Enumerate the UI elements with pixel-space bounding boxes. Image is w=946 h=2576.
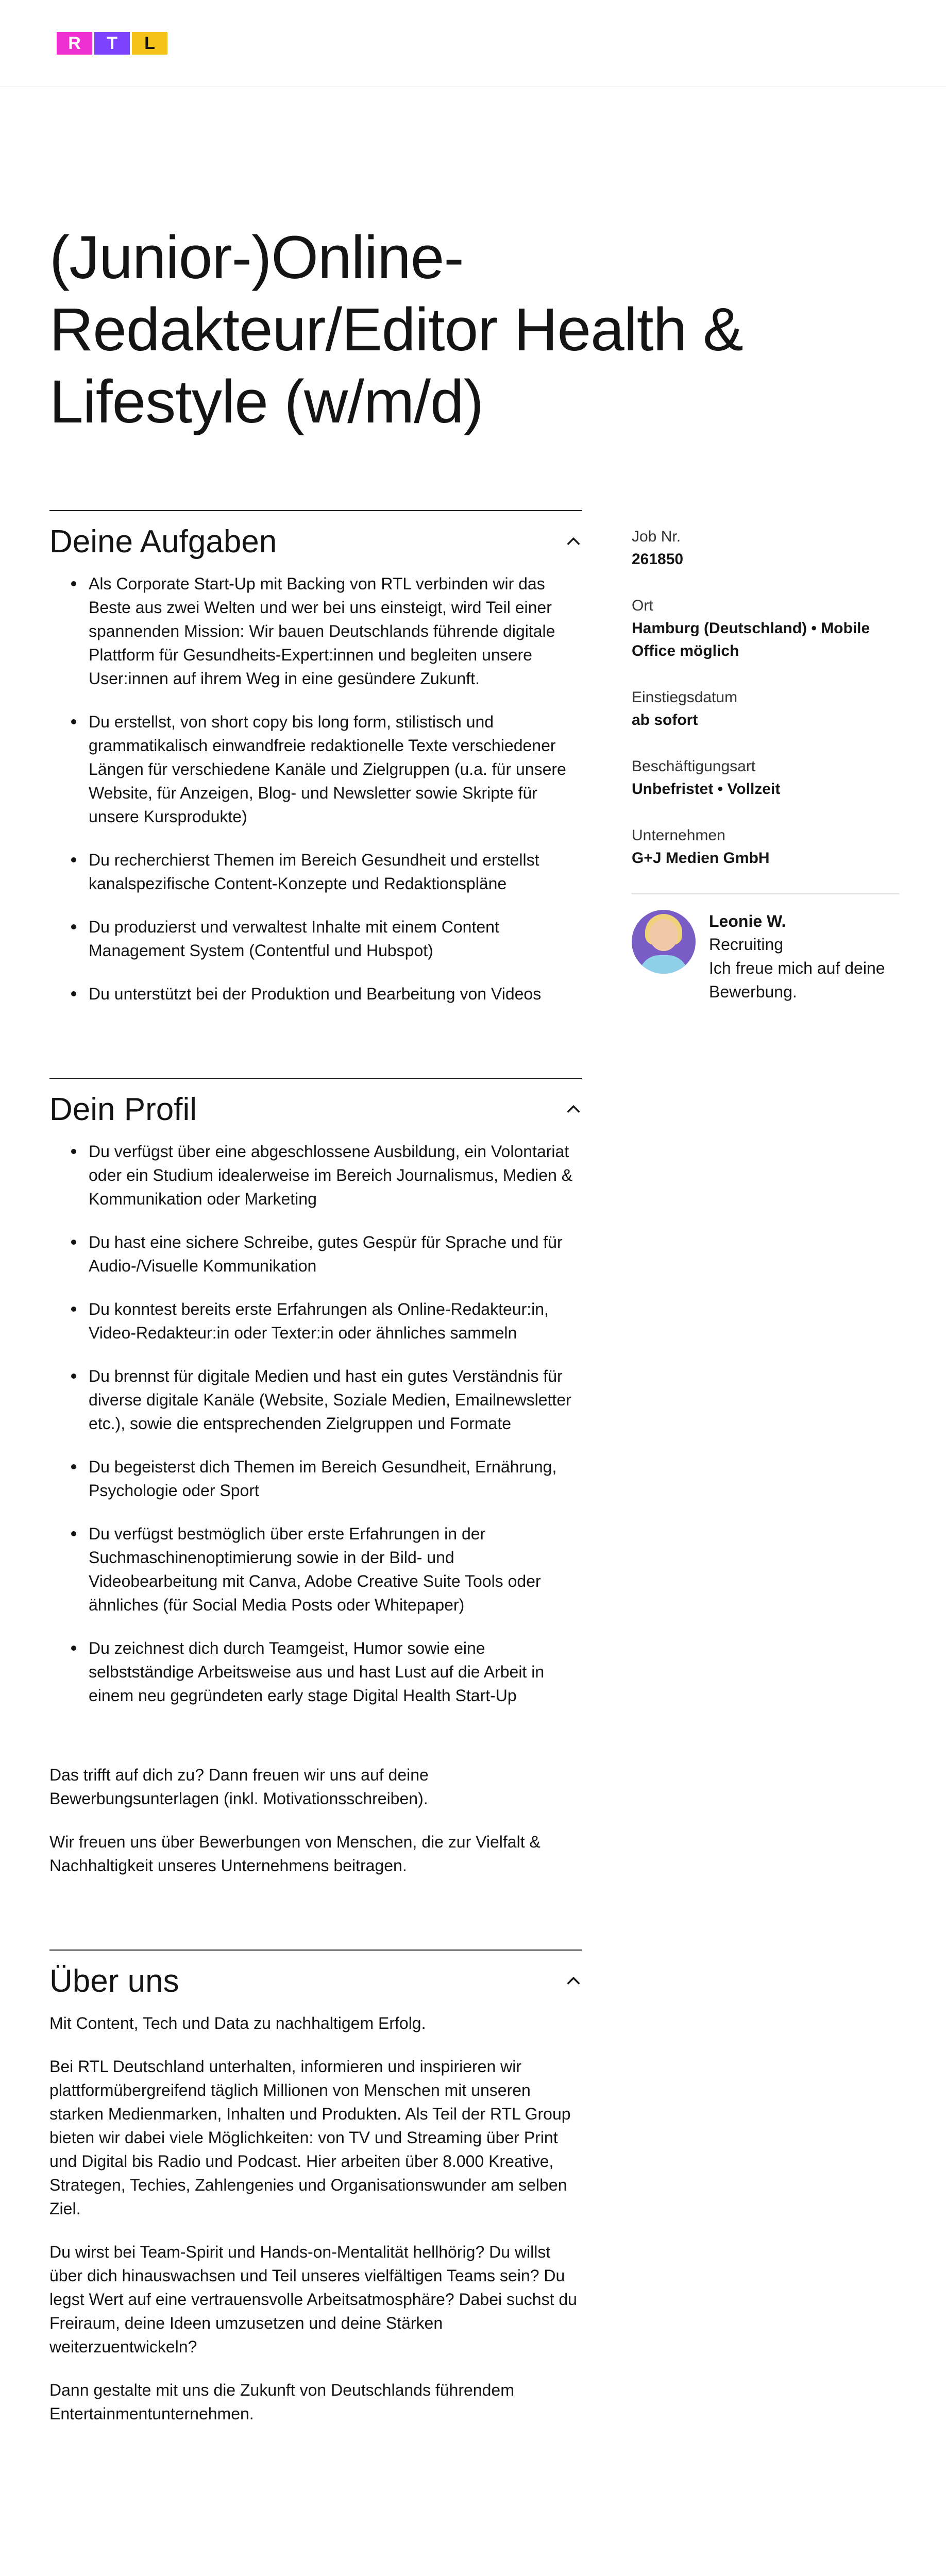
rtl-logo[interactable] [57,32,170,55]
meta-company [632,824,900,870]
recruiter-name: Leonie W. [709,912,786,930]
main-content [49,510,582,2498]
recruiter-contact [632,893,900,1004]
logo-letter-l: L [132,32,167,55]
meta-value: Unbefristet • Vollzeit [632,781,781,798]
list-item: Du hast eine sichere Schreibe, gutes Gespür für Sprache und für Audio-/Visuelle Kommunikation [89,1230,582,1278]
list-item: Du erstellst, von short copy bis long form, stilistisch und grammatikalisch einwandfreie redaktionelle Texte verschiedener Längen für verschiedene Kanäle und Zielgruppen (u.a. für unsere Website, für Anzeigen, Blog- und Newsletter sowie Skripte für unsere Kursprodukte) [89,710,582,828]
section-heading: Über uns [49,1963,179,1999]
profile-list [49,1140,582,1707]
section-profile-toggle[interactable] [49,1079,582,1140]
meta-value: Hamburg (Deutschland) • Mobile Office möglich [632,620,870,659]
meta-employment-type [632,755,900,801]
meta-start-date [632,686,900,732]
meta-value: 261850 [632,551,684,568]
list-item: Du begeisterst dich Themen im Bereich Gesundheit, Ernährung, Psychologie oder Sport [89,1455,582,1502]
section-tasks [49,510,582,1006]
chevron-up-icon [565,1972,582,1990]
diversity-paragraph: Wir freuen uns über Bewerbungen von Menschen, die zur Vielfalt & Nachhaltigkeit unseres Unternehmens beitragen. [49,1833,540,1875]
list-item: Du zeichnest dich durch Teamgeist, Humor sowie eine selbstständige Arbeitsweise aus und hast Lust auf die Arbeit in einem neu gegründeten early stage Digital Health Start-Up [89,1636,582,1707]
meta-job-number [632,526,900,571]
avatar [632,910,696,974]
section-profile [49,1078,582,1877]
meta-label: Job Nr. [632,528,681,545]
chevron-up-icon [565,1100,582,1118]
top-bar [0,0,946,87]
recruiter-role: Recruiting [709,935,784,954]
section-about [49,1950,582,2426]
list-item: Du konntest bereits erste Erfahrungen als Online-Redakteur:in, Video-Redakteur:in oder Texter:in oder ähnliches sammeln [89,1297,582,1345]
about-paragraph: Dann gestalte mit uns die Zukunft von Deutschlands führendem Entertainmentunternehmen. [49,2381,514,2423]
meta-label: Beschäftigungsart [632,758,756,775]
logo-letter-t: T [94,32,130,55]
about-paragraph: Du wirst bei Team-Spirit und Hands-on-Mentalität hellhörig? Du willst über dich hinauswachsen und Teil unseres vielfältigen Teams sein? Du legst Wert auf eine vertrauensvolle Arbeitsatmosphäre? Dabei suchst du Freiraum, deine Ideen umzusetzen und deine Stärken weiterzuentwickeln? [49,2243,577,2356]
list-item: Du verfügst über eine abgeschlossene Ausbildung, ein Volontariat oder ein Studium idealerweise im Bereich Journalismus, Medien & Kommunikation oder Marketing [89,1140,582,1211]
recruiter-message: Ich freue mich auf deine Bewerbung. [709,959,885,1001]
meta-label: Unternehmen [632,827,725,844]
list-item: Du brennst für digitale Medien und hast ein gutes Verständnis für diverse digitale Kanäle (Website, Soziale Medien, Emailnewsletter etc.), sowie die entsprechenden Zielgruppen und Formate [89,1364,582,1435]
list-item: Du unterstützt bei der Produktion und Bearbeitung von Videos [89,982,582,1006]
section-tasks-toggle[interactable] [49,511,582,572]
logo-letter-r: R [57,32,92,55]
meta-label: Ort [632,597,653,614]
section-heading: Deine Aufgaben [49,523,277,560]
apply-paragraph: Das trifft auf dich zu? Dann freuen wir uns auf deine Bewerbungsunterlagen (inkl. Motivationsschreiben). [49,1766,429,1808]
meta-location [632,595,900,663]
list-item: Du produzierst und verwaltest Inhalte mit einem Content Management System (Contentful und Hubspot) [89,915,582,962]
page-title: (Junior-)Online-Redakteur/Editor Health & Lifestyle (w/m/d) [49,224,743,436]
task-list [49,572,582,1006]
meta-value: ab sofort [632,711,698,728]
meta-value: G+J Medien GmbH [632,850,770,867]
list-item: Du recherchierst Themen im Bereich Gesundheit und erstellst kanalspezifische Content-Konzepte und Redaktionspläne [89,848,582,895]
section-heading: Dein Profil [49,1091,197,1127]
chevron-up-icon [565,533,582,550]
section-about-toggle[interactable] [49,1951,582,2011]
job-details-sidebar [632,526,900,1004]
about-paragraph: Mit Content, Tech und Data zu nachhaltigem Erfolg. [49,2014,426,2032]
meta-label: Einstiegsdatum [632,689,738,706]
list-item: Du verfügst bestmöglich über erste Erfahrungen in der Suchmaschinenoptimierung sowie in der Bild- und Videobearbeitung mit Canva, Adobe Creative Suite Tools oder ähnliches (für Social Media Posts oder Whitepaper) [89,1522,582,1617]
about-paragraph: Bei RTL Deutschland unterhalten, informieren und inspirieren wir plattformübergreifend täglich Millionen von Menschen mit unseren starken Medienmarken, Inhalten und Produkten. Als Teil der RTL Group bieten wir dabei viele Möglichkeiten: von TV und Streaming über Print und Digital bis Radio und Podcast. Hier arbeiten über 8.000 Kreative, Strategen, Techies, Zahlengenies und Organisationswunder am selben Ziel. [49,2057,571,2218]
list-item: Als Corporate Start-Up mit Backing von RTL verbinden wir das Beste aus zwei Welten und wer bei uns einsteigt, wird Teil einer spannenden Mission: Wir bauen Deutschlands führende digitale Plattform für Gesundheits-Expert:innen und begleiten unsere User:innen auf ihrem Weg in eine gesündere Zukunft. [89,572,582,690]
